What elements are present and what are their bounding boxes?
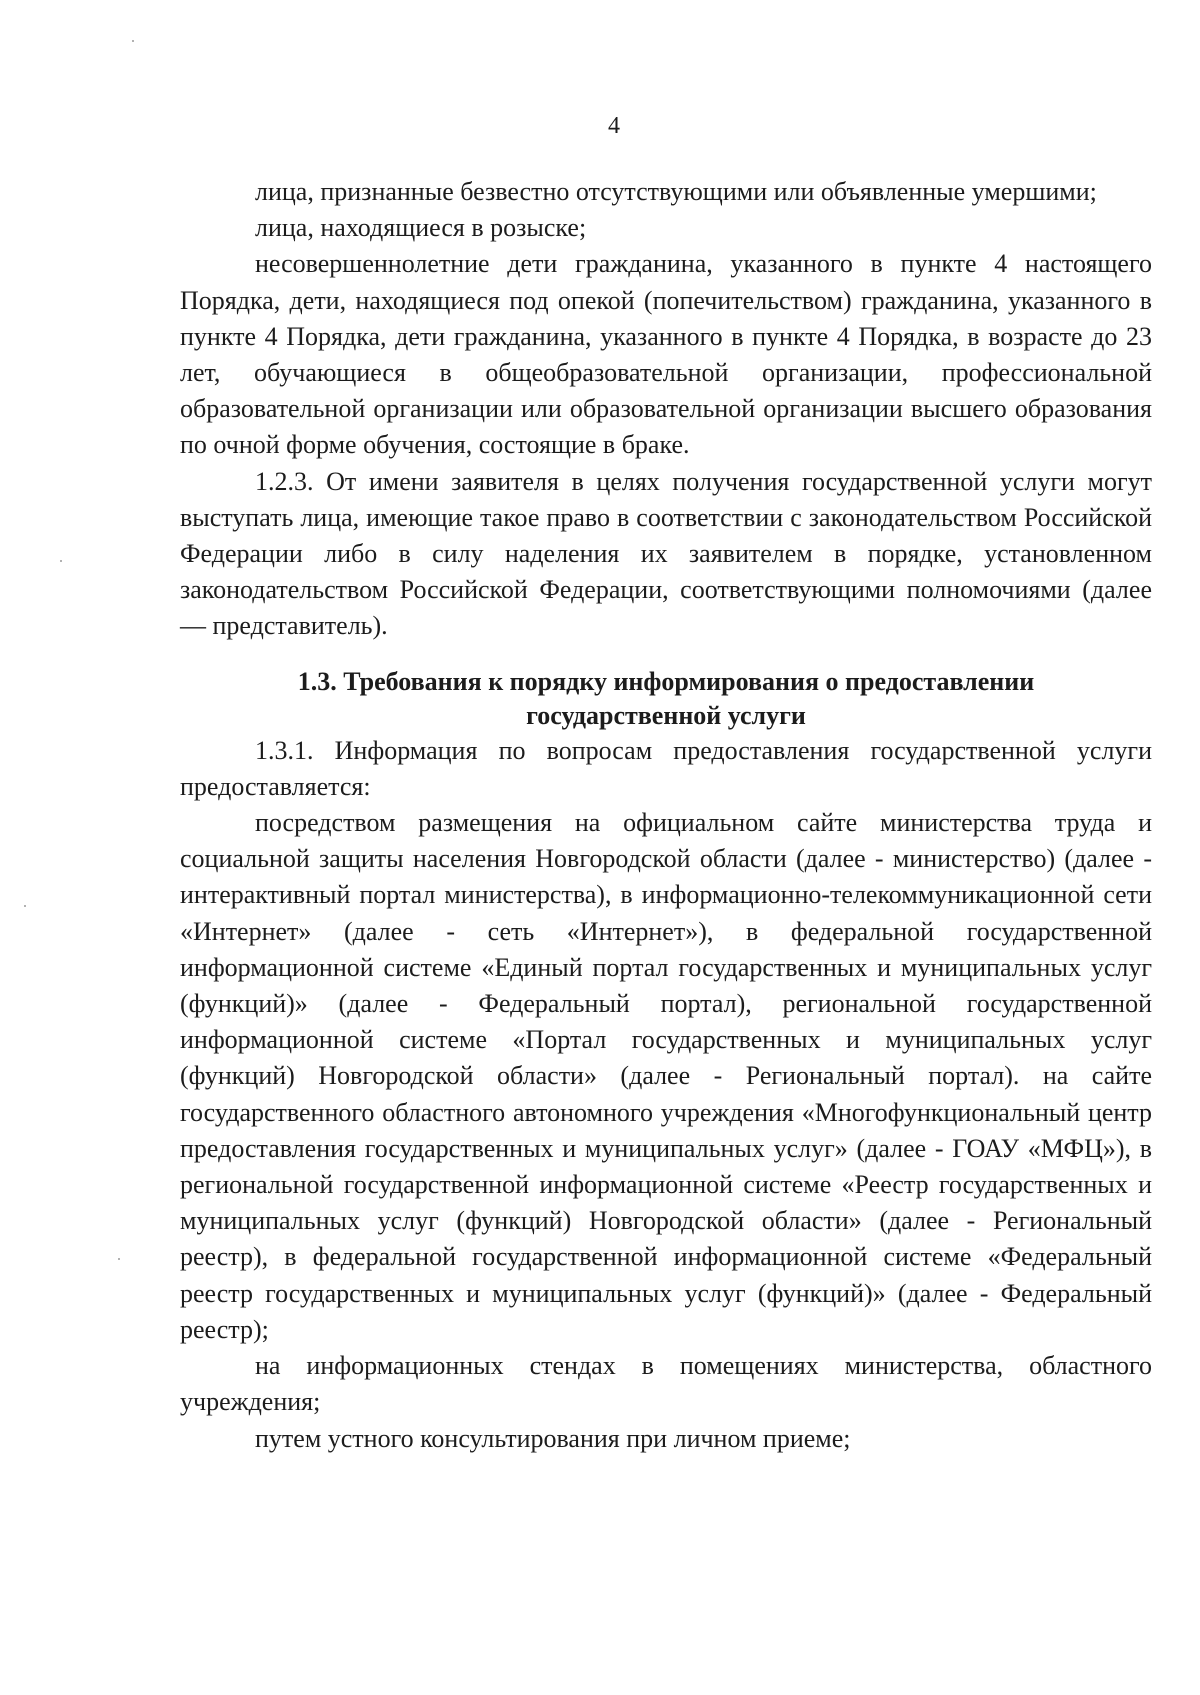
paragraph-minor-children: несовершеннолетние дети гражданина, указанного в пункте 4 настоящего Порядка, дети, находящиеся под опекой (попечительством) гражданина, указанного в пункте 4 Порядка, дети гражданина, указанного в пункте 4 Порядка, в возрасте до 23 лет, обучающиеся в общеобразовательной организации, профессиональной образовательной организации или образовательной организации высшего образования по очной форме обучения, состоящие в браке. — [180, 249, 1152, 460]
paragraph-1-3-1: 1.3.1. Информация по вопросам предоставления государственной услуги предоставляется: — [180, 735, 1152, 801]
section-heading-line-1: 1.3. Требования к порядку информирования о предоставлении — [297, 666, 1035, 696]
section-heading-line-2: государственной услуги — [526, 700, 806, 730]
scan-speck — [24, 905, 26, 907]
paragraph-oral-consultation: путем устного консультирования при личном приеме; — [255, 1423, 851, 1453]
paragraph-info-stands: на информационных стендах в помещениях министерства, областного учреждения; — [180, 1351, 1152, 1417]
paragraph-wanted-persons: лица, находящиеся в розыске; — [255, 213, 587, 243]
page-number: 4 — [608, 113, 620, 139]
scan-speck — [132, 40, 134, 42]
section-heading — [180, 665, 1152, 733]
scan-speck — [60, 560, 62, 562]
paragraph-official-sites: посредством размещения на официальном сайте министерства труда и социальной защиты населения Новгородской области (далее - министерство) (далее - интерактивный портал министерства), в информационно-телекоммуникационной сети «Интернет» (далее - сеть «Интернет»), в федеральной государственной информационной системе «Единый портал государственных и муниципальных услуг (функций)» (далее - Федеральный портал), региональной государственной информационной системе «Портал государственных и муниципальных услуг (функций) Новгородской области» (далее - Региональный портал). на сайте государственного областного автономного учреждения «Многофункциональный центр предоставления государственных и муниципальных услуг» (далее - ГОАУ «МФЦ»), в региональной государственной информационной системе «Реестр государственных и муниципальных услуг (функций) Новгородской области» (далее - Региональный реестр), в федеральной государственной информационной системе «Федеральный реестр государственных и муниципальных услуг (функций)» (далее - Федеральный реестр); — [180, 808, 1152, 1344]
paragraph-1-2-3-representative: 1.2.3. От имени заявителя в целях получения государственной услуги могут выступать лица, имеющие такое право в соответствии с законодательством Российской Федерации либо в силу наделения их заявителем в порядке, установленном законодательством Российской Федерации, соответствующими полномочиями (далее — представитель). — [180, 466, 1152, 641]
document-body — [180, 174, 1152, 1457]
paragraph-missing-persons: лица, признанные безвестно отсутствующими или объявленные умершими; — [255, 177, 1097, 206]
scan-speck — [118, 1258, 120, 1260]
